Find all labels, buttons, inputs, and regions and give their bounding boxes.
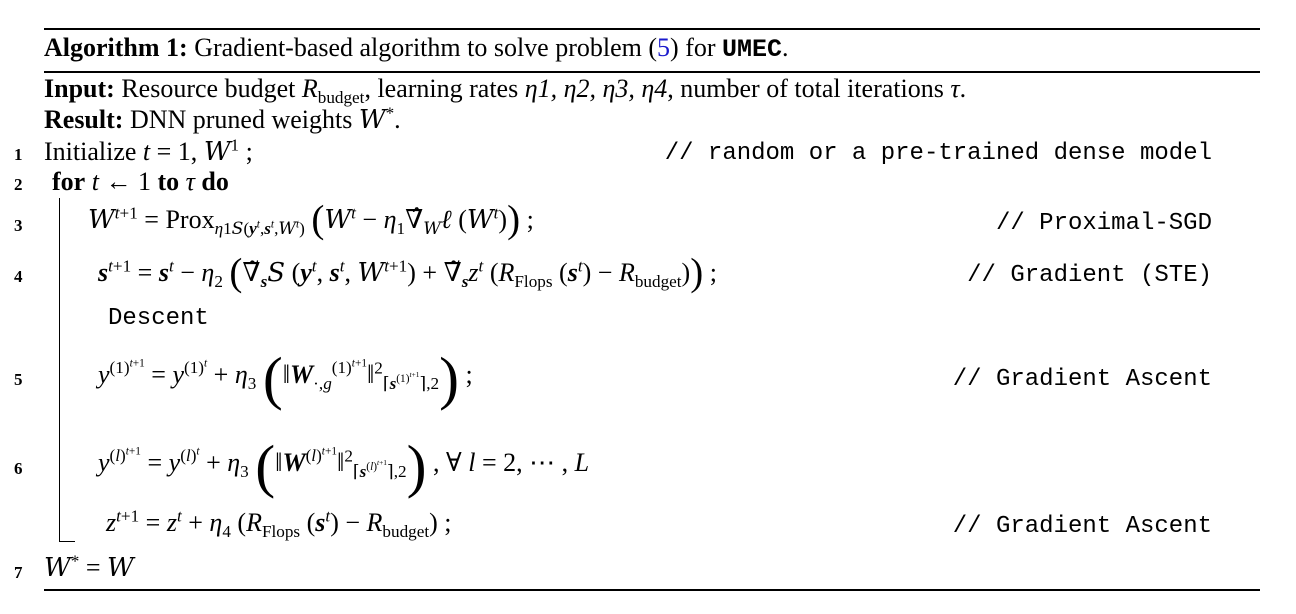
input-label: Input: [44,74,115,103]
algorithm-label: Algorithm 1: [44,33,188,62]
algo-line-7: W* = W [44,551,134,583]
comment-3: // Proximal-SGD [995,210,1212,237]
comment-1: // random or a pre-trained dense model [664,140,1212,167]
line-number: 7 [14,563,23,582]
algo-line-2: for t ← 1 to τ do [52,167,229,196]
algo-line-z: $z^{t+1} = z^t + \eta_4$ ($R_{Flops}$ $(s^t) - R_{budget}$) ; [106,506,452,542]
bottom-rule [44,589,1260,591]
line-number: 4 [14,267,23,286]
line-number: 2 [14,175,23,194]
comment-z: // Gradient Ascent [952,513,1212,540]
top-rule [44,28,1260,30]
comment-5: // Gradient Ascent [952,366,1212,393]
loop-bracket-foot [59,541,75,542]
line-number: 3 [14,216,23,235]
caption-rule [44,71,1260,73]
algo-line-6: $y^{(l)^{t+1}} = y^{(l)^t} + \eta_3$ $(‖W^{(l)^{t+1}}‖^2_{⌈s^{(l)^{t+1}}⌉,2})$ , ∀ l = 2, ⋯ , L [98,432,590,499]
line-number: 1 [14,145,23,164]
loop-bracket [59,198,60,541]
algo-line-1: Initialize t = 1, $W^1$ ; [44,135,253,167]
comment-4-continued: Descent [108,305,209,332]
input-line: Input: Resource budget $R_{budget}$, learning rates η1, η2, η3, η4, number of total iterations τ. [44,74,967,108]
algo-line-3: $W^{t+1}$ = Prox$_{\eta 1S(y^t,s^t,W^t)}$ ($W^t$ − $\eta_1\nablâ_W\ell$ $(W^t)$) ; [88,197,534,241]
algo-line-4: $s^{t+1} = s^t - \eta_2$ ($\nablã_sS$ ($y^t$, $s^t$, $W^{t+1}$) + $\nablã_sz^t$ ($R_{Flops}$ $(s^t) - R_{budget}$)) ; [98,250,717,294]
equation-ref-link[interactable]: 5 [657,33,671,62]
learning-rates: η1, η2, η3, η4 [524,74,668,103]
result-line: Result: DNN pruned weights W*. [44,103,401,135]
algorithm-caption: Algorithm 1: Gradient-based algorithm to solve problem (5) for UMEC. [44,33,789,64]
line-number: 5 [14,370,23,389]
line-number: 6 [14,459,23,478]
result-label: Result: [44,105,124,134]
caption-text: Gradient-based algorithm to solve problem ( [194,33,658,62]
method-name: UMEC [722,35,783,64]
algo-line-5: $y^{(1)^{t+1}} = y^{(1)^t} + \eta_3$ $(‖W_{\cdot,g}^{(1)^{t+1}}‖^2_{⌈s^{(1)^{t+1}}⌉,2})$ ; [98,344,473,411]
comment-4: // Gradient (STE) [967,262,1212,289]
